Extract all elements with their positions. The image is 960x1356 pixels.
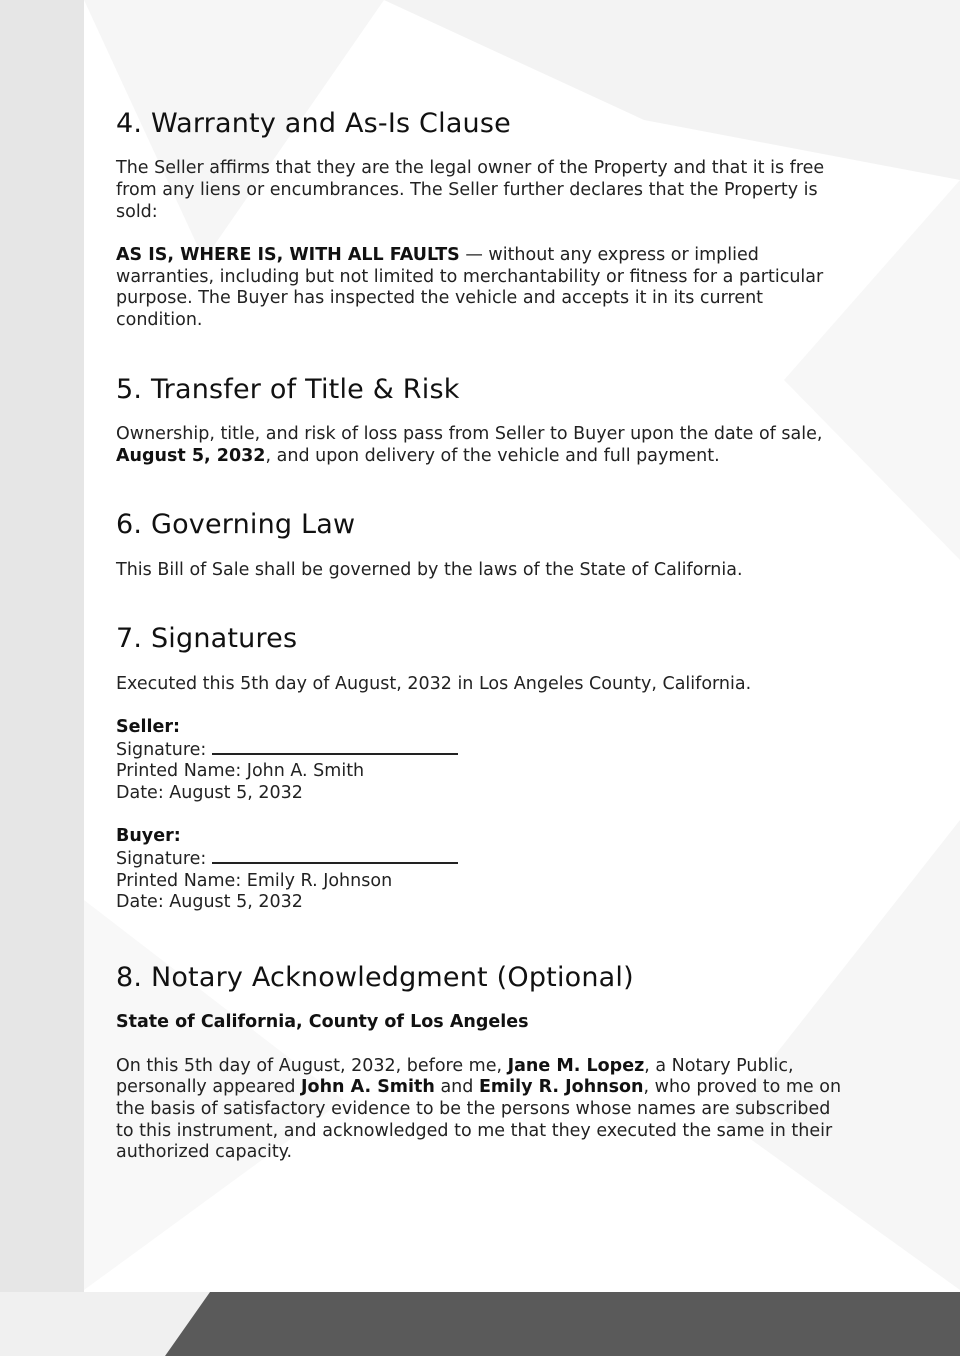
notary-name: Jane M. Lopez — [507, 1055, 645, 1076]
section-heading: 5. Transfer of Title & Risk — [116, 373, 460, 405]
section-heading: 6. Governing Law — [116, 509, 356, 541]
section-heading: 7. Signatures — [116, 623, 298, 655]
seller-label: Seller: — [116, 717, 180, 738]
seller-date: Date: August 5, 2032 — [116, 782, 303, 803]
seller-signature-block — [116, 717, 846, 804]
sale-date: August 5, 2032 — [116, 445, 266, 466]
buyer-date: Date: August 5, 2032 — [116, 892, 303, 913]
left-margin-strip — [0, 0, 84, 1356]
transfer-paragraph — [116, 424, 846, 467]
section-notary — [116, 962, 846, 1164]
as-is-paragraph — [116, 245, 846, 331]
jurisdiction-text: State of California, County of Los Angeles — [116, 1012, 529, 1033]
as-is-bold: AS IS, WHERE IS, WITH ALL FAULTS — [116, 245, 460, 266]
section-warranty — [116, 108, 846, 332]
notary-text: , who proved to me on the basis of satisfactory evidence to be the persons whose names are subscribed to this instrument, and acknowledged to me that they executed the same in their authorized capacity. — [116, 1077, 842, 1163]
executed-line: Executed this 5th day of August, 2032 in Los Angeles County, California. — [116, 673, 752, 694]
buyer-printed-name: Printed Name: Emily R. Johnson — [116, 870, 393, 891]
notary-paragraph — [116, 1056, 846, 1164]
section-transfer — [116, 374, 846, 468]
signature-label: Signature: — [116, 739, 207, 760]
section-heading: 8. Notary Acknowledgment (Optional) — [116, 961, 634, 993]
seller-printed-name: Printed Name: John A. Smith — [116, 761, 365, 782]
buyer-name: Emily R. Johnson — [478, 1077, 644, 1098]
seller-name: John A. Smith — [301, 1077, 435, 1098]
seller-signature-line[interactable] — [212, 739, 458, 755]
section-signatures — [116, 623, 846, 914]
document-body — [116, 108, 846, 1164]
governing-law-paragraph: This Bill of Sale shall be governed by the laws of the State of California. — [116, 559, 743, 580]
notary-text: , a Notary Public, personally appeared — [116, 1055, 794, 1098]
transfer-text: Ownership, title, and risk of loss pass from Seller to Buyer upon the date of sale, — [116, 423, 823, 444]
section-heading: 4. Warranty and As-Is Clause — [116, 108, 511, 139]
warranty-paragraph: The Seller affirms that they are the legal owner of the Property and that it is free from any liens or encumbrances. The Seller further declares that the Property is sold: — [116, 158, 825, 222]
signature-label: Signature: — [116, 849, 207, 870]
section-governing-law — [116, 509, 846, 581]
buyer-signature-block — [116, 826, 846, 913]
buyer-signature-line[interactable] — [212, 848, 458, 864]
buyer-label: Buyer: — [116, 826, 181, 847]
notary-jurisdiction — [116, 1012, 846, 1034]
as-is-text: — without any express or implied warranties, including but not limited to merchantability or fitness for a particular purpose. The Buyer has inspected the vehicle and accepts it in its current condition. — [116, 245, 824, 330]
notary-text: and — [434, 1077, 479, 1098]
transfer-text-end: , and upon delivery of the vehicle and full payment. — [265, 445, 720, 466]
footer-band — [0, 1292, 960, 1356]
notary-text: On this 5th day of August, 2032, before me, — [116, 1055, 508, 1076]
